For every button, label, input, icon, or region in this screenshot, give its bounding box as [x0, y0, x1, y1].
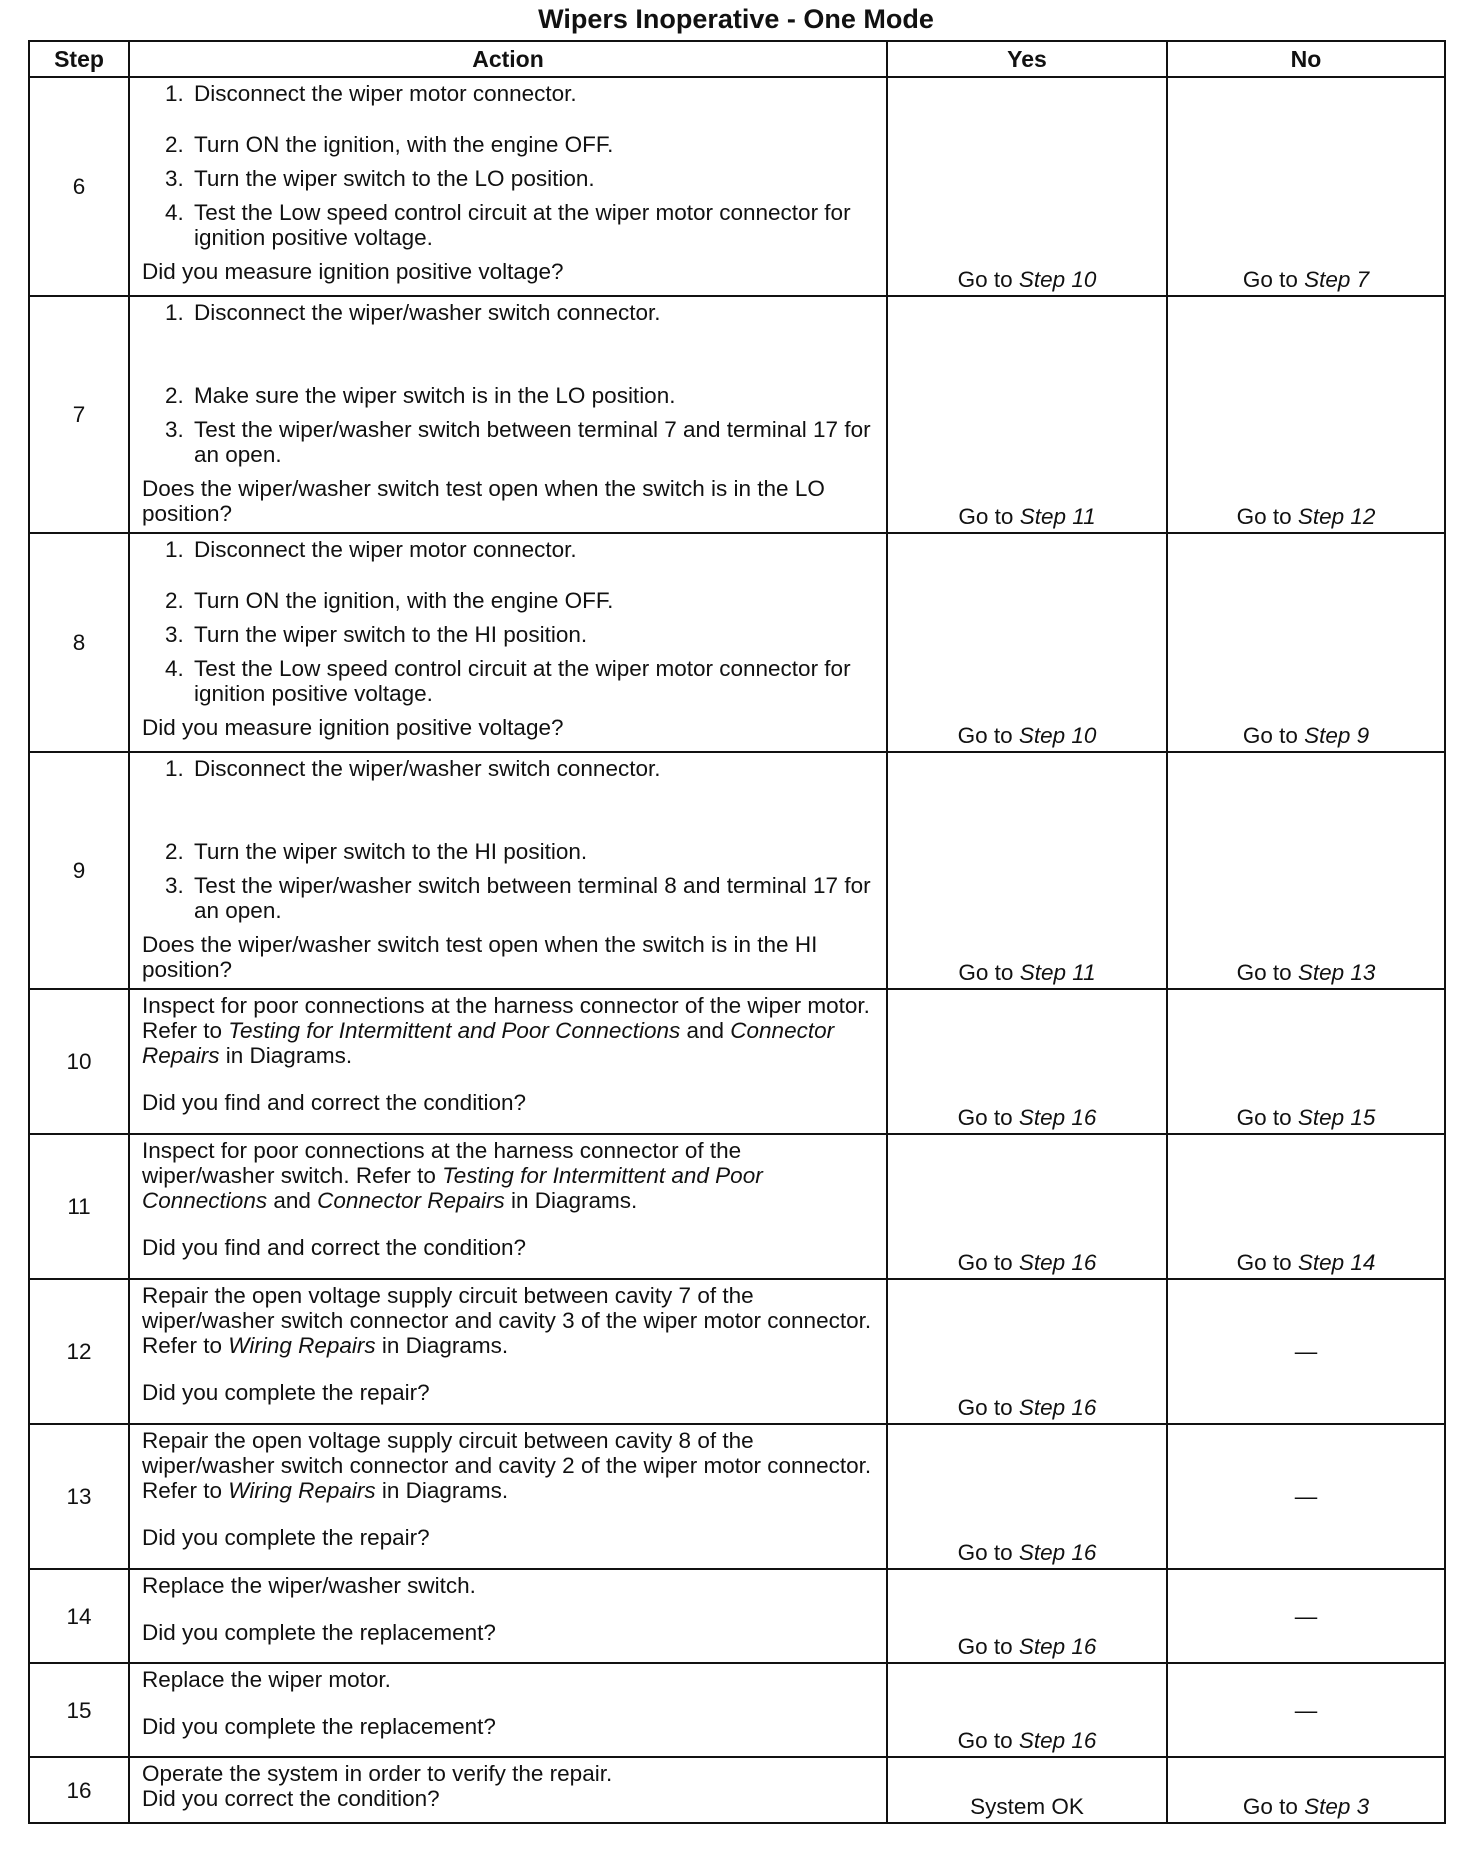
question-text: Did you measure ignition positive voltage?	[142, 259, 564, 284]
instruction-segment: Inspect for poor connections at the harness connector of the wiper/washer switch. Refer to	[142, 1138, 742, 1188]
spacer	[142, 1598, 876, 1620]
procedure-item: 3. Test the wiper/washer switch between terminal 7 and terminal 17 for an open.	[190, 417, 876, 467]
table-row	[29, 77, 1445, 296]
step-number: 9	[29, 752, 129, 989]
go-to-prefix: Go to	[1242, 267, 1305, 292]
instruction-text	[142, 993, 876, 1068]
page-title: Wipers Inoperative - One Mode	[538, 4, 934, 34]
step-link[interactable]: Step 11	[1019, 504, 1096, 529]
reference-link[interactable]: Connector Repairs	[142, 1018, 835, 1068]
step-link[interactable]: Step 9	[1304, 723, 1370, 748]
procedure-item: 1. Disconnect the wiper motor connector.	[190, 537, 876, 562]
go-to-prefix: Go to	[958, 504, 1020, 529]
instruction-segment: Repair the open voltage supply circuit between cavity 7 of the wiper/washer switch connector and cavity 3 of the wiper motor connector. Refer to	[142, 1283, 872, 1358]
procedure-item: 2. Turn ON the ignition, with the engine OFF.	[190, 132, 876, 157]
table-row	[29, 1663, 1445, 1757]
instruction-segment: and	[267, 1188, 318, 1213]
step-number: 16	[29, 1757, 129, 1823]
table-row	[29, 1569, 1445, 1663]
instruction-text: Replace the wiper/washer switch.	[142, 1573, 476, 1598]
action-cell	[129, 989, 887, 1134]
question-text: Did you correct the condition?	[142, 1786, 440, 1811]
no-cell	[1167, 752, 1445, 989]
question-text: Did you measure ignition positive voltage?	[142, 715, 564, 740]
spacer	[142, 1213, 876, 1235]
reference-link[interactable]: Wiring Repairs	[228, 1478, 376, 1503]
procedure-item: 3. Turn the wiper switch to the LO position.	[190, 166, 876, 191]
reference-link[interactable]: Connector Repairs	[317, 1188, 505, 1213]
spacer	[142, 1358, 876, 1380]
step-number: 7	[29, 296, 129, 533]
yes-cell	[887, 989, 1167, 1134]
action-cell	[129, 1663, 887, 1757]
header-yes: Yes	[887, 41, 1167, 77]
procedure-item: 1. Disconnect the wiper motor connector.	[190, 81, 876, 106]
header-step: Step	[29, 41, 129, 77]
step-link[interactable]: Step 14	[1297, 1250, 1376, 1275]
question-text: Did you complete the repair?	[142, 1380, 430, 1405]
instruction-text	[142, 1428, 876, 1503]
procedure-list	[142, 300, 876, 467]
action-cell	[129, 1757, 887, 1823]
reference-link[interactable]: Wiring Repairs	[228, 1333, 376, 1358]
question-text: Does the wiper/washer switch test open when the switch is in the HI position?	[142, 932, 818, 982]
step-link[interactable]: Step 10	[1018, 723, 1097, 748]
no-cell: —	[1167, 1569, 1445, 1663]
go-to-prefix: Go to	[957, 1540, 1019, 1565]
header-no: No	[1167, 41, 1445, 77]
go-to-prefix: Go to	[958, 960, 1020, 985]
table-row	[29, 533, 1445, 752]
step-link[interactable]: Step 12	[1297, 504, 1376, 529]
procedure-item: 3. Turn the wiper switch to the HI position.	[190, 622, 876, 647]
table-row	[29, 989, 1445, 1134]
instruction-text	[142, 1138, 876, 1213]
table-row	[29, 1279, 1445, 1424]
action-cell	[129, 1134, 887, 1279]
yes-cell	[887, 1279, 1167, 1424]
yes-cell	[887, 752, 1167, 989]
yes-cell	[887, 1663, 1167, 1757]
step-number: 11	[29, 1134, 129, 1279]
procedure-list	[142, 81, 876, 250]
instruction-segment: in Diagrams.	[375, 1333, 509, 1358]
action-cell	[129, 533, 887, 752]
yes-cell	[887, 1134, 1167, 1279]
go-to-prefix: Go to	[957, 1105, 1019, 1130]
instruction-segment: and	[680, 1018, 731, 1043]
no-cell: —	[1167, 1663, 1445, 1757]
step-link[interactable]: Step 11	[1019, 960, 1096, 985]
step-number: 12	[29, 1279, 129, 1424]
question-text: Does the wiper/washer switch test open when the switch is in the LO position?	[142, 476, 825, 526]
yes-cell	[887, 77, 1167, 296]
action-cell	[129, 1424, 887, 1569]
step-link[interactable]: Step 7	[1304, 267, 1370, 292]
table-row	[29, 1757, 1445, 1823]
procedure-item: 1. Disconnect the wiper/washer switch connector.	[190, 756, 876, 781]
no-cell	[1167, 1757, 1445, 1823]
procedure-list	[142, 756, 876, 923]
no-cell	[1167, 989, 1445, 1134]
action-cell	[129, 752, 887, 989]
header-action: Action	[129, 41, 887, 77]
step-link[interactable]: Step 16	[1018, 1540, 1097, 1565]
yes-cell	[887, 1569, 1167, 1663]
go-to-prefix: Go to	[957, 1634, 1019, 1659]
no-cell: —	[1167, 1424, 1445, 1569]
go-to-prefix: Go to	[1242, 723, 1305, 748]
procedure-item: 4. Test the Low speed control circuit at the wiper motor connector for ignition positive voltage.	[190, 656, 876, 706]
instruction-text	[142, 1283, 876, 1358]
spacer	[142, 1503, 876, 1525]
no-cell: —	[1167, 1279, 1445, 1424]
step-number: 15	[29, 1663, 129, 1757]
procedure-item: 2. Turn the wiper switch to the HI position.	[190, 839, 876, 864]
step-link[interactable]: Step 16	[1018, 1250, 1097, 1275]
action-cell	[129, 1569, 887, 1663]
go-to-prefix: Go to	[957, 723, 1019, 748]
instruction-segment: in Diagrams.	[375, 1478, 509, 1503]
go-to-prefix: Go to	[1236, 1250, 1298, 1275]
reference-link[interactable]: Testing for Intermittent and Poor Connections	[228, 1018, 681, 1043]
instruction-text: Replace the wiper motor.	[142, 1667, 391, 1692]
spacer	[142, 1692, 876, 1714]
go-to-prefix: Go to	[1236, 1105, 1298, 1130]
action-cell	[129, 77, 887, 296]
step-link[interactable]: Step 13	[1297, 960, 1376, 985]
yes-cell	[887, 1424, 1167, 1569]
instruction-segment: in Diagrams.	[219, 1043, 353, 1068]
procedure-item: 2. Turn ON the ignition, with the engine OFF.	[190, 588, 876, 613]
step-link[interactable]: Step 16	[1018, 1105, 1097, 1130]
table-row	[29, 752, 1445, 989]
go-to-prefix: Go to	[957, 1728, 1019, 1753]
step-number: 10	[29, 989, 129, 1134]
no-cell	[1167, 296, 1445, 533]
no-cell	[1167, 1134, 1445, 1279]
step-number: 8	[29, 533, 129, 752]
question-text: Did you complete the replacement?	[142, 1620, 496, 1645]
go-to-prefix: Go to	[957, 1250, 1019, 1275]
yes-cell	[887, 533, 1167, 752]
procedure-item: 2. Make sure the wiper switch is in the LO position.	[190, 383, 876, 408]
question-text: Did you complete the repair?	[142, 1525, 430, 1550]
instruction-segment: Inspect for poor connections at the harness connector of the wiper motor. Refer to	[142, 993, 870, 1043]
table-row	[29, 1424, 1445, 1569]
step-link[interactable]: Step 3	[1304, 1794, 1370, 1819]
go-to-prefix: Go to	[1242, 1794, 1305, 1819]
instruction-segment: Repair the open voltage supply circuit between cavity 8 of the wiper/washer switch connector and cavity 2 of the wiper motor connector. Refer to	[142, 1428, 872, 1503]
no-cell	[1167, 77, 1445, 296]
spacer	[142, 1068, 876, 1090]
question-text: Did you find and correct the condition?	[142, 1235, 526, 1260]
step-link[interactable]: Step 10	[1018, 267, 1097, 292]
procedure-item: 1. Disconnect the wiper/washer switch connector.	[190, 300, 876, 325]
go-to-prefix: Go to	[1236, 504, 1298, 529]
step-number: 14	[29, 1569, 129, 1663]
header-row	[29, 41, 1445, 77]
step-link[interactable]: Step 15	[1297, 1105, 1376, 1130]
go-to-prefix: Go to	[1236, 960, 1298, 985]
table-row	[29, 296, 1445, 533]
go-to-prefix: Go to	[957, 1395, 1019, 1420]
step-link[interactable]: Step 16	[1018, 1634, 1097, 1659]
reference-link[interactable]: Testing for Intermittent and Poor Connections	[142, 1163, 763, 1213]
action-cell	[129, 1279, 887, 1424]
table-row	[29, 1134, 1445, 1279]
step-link[interactable]: Step 16	[1018, 1728, 1097, 1753]
step-link[interactable]: Step 16	[1018, 1395, 1097, 1420]
step-number: 13	[29, 1424, 129, 1569]
action-cell	[129, 296, 887, 533]
procedure-item: 3. Test the wiper/washer switch between terminal 8 and terminal 17 for an open.	[190, 873, 876, 923]
question-text: Did you complete the replacement?	[142, 1714, 496, 1739]
procedure-list	[142, 537, 876, 706]
instruction-segment: in Diagrams.	[504, 1188, 638, 1213]
step-number: 6	[29, 77, 129, 296]
yes-cell: System OK	[887, 1757, 1167, 1823]
diagnostic-table	[28, 40, 1446, 1824]
yes-cell	[887, 296, 1167, 533]
no-cell	[1167, 533, 1445, 752]
procedure-item: 4. Test the Low speed control circuit at the wiper motor connector for ignition positive voltage.	[190, 200, 876, 250]
go-to-prefix: Go to	[957, 267, 1019, 292]
instruction-text: Operate the system in order to verify the repair.	[142, 1761, 613, 1786]
question-text: Did you find and correct the condition?	[142, 1090, 526, 1115]
